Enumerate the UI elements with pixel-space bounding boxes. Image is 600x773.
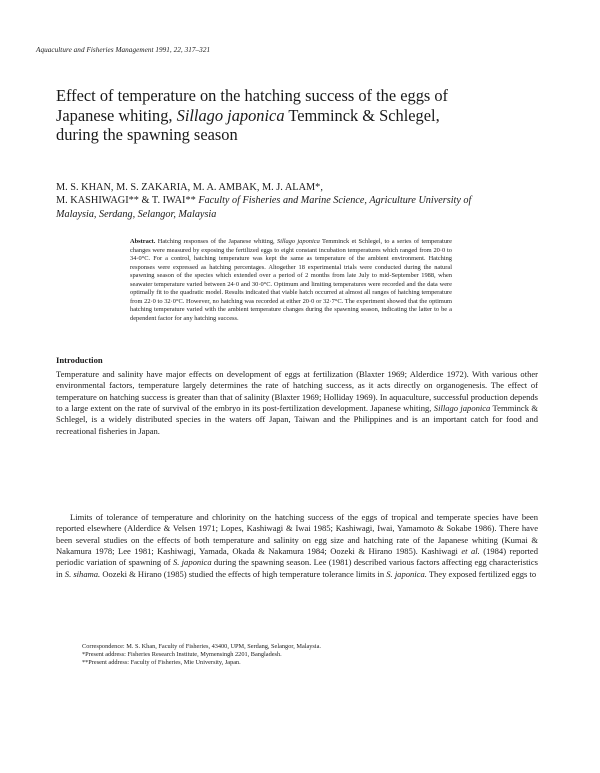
para1-species: Sillago japonica bbox=[433, 403, 491, 414]
abstract bbox=[130, 238, 452, 323]
title-part2: Temminck & Schlegel, during the spawning season bbox=[56, 105, 440, 144]
authors-line1: M. S. KHAN, M. S. ZAKARIA, M. A. AMBAK, M. J. ALAM*, bbox=[56, 182, 323, 193]
footnotes bbox=[82, 643, 502, 667]
footnote-present-address-1: *Present address: Fisheries Research Institute, Mymensingh 2201, Bangladesh. bbox=[82, 650, 282, 658]
affiliation: Faculty of Fisheries and Marine Science, Agriculture University of Malaysia, Serdang, Selangor, Malaysia bbox=[56, 195, 472, 220]
authors-block bbox=[56, 181, 486, 221]
footnote-correspondence: Correspondence: M. S. Khan, Faculty of Fisheries, 43400, UPM, Serdang, Selangor, Malaysia. bbox=[82, 643, 321, 650]
para1-text1: Temperature and salinity have major effects on development of eggs at fertilization (Blaxter 1969; Alderdice 1972). With various other environmental factors, temperature largely determines the rate of hatching success, as it acts directly on organogenesis. The effect of temperature on hatching success is greater than that of salinity (Blaxter 1969; Holliday 1969). In aquaculture, successful production depends to a large extent on the rate of survival of the embryo in its post-fertilization development. Japanese whiting, bbox=[56, 369, 538, 414]
article-title bbox=[56, 86, 476, 145]
footnote-present-address-2: **Present address: Faculty of Fisheries, Mie University, Japan. bbox=[82, 658, 241, 666]
intro-paragraph-2 bbox=[56, 512, 538, 580]
para1-text2: Temminck & Schlegel, is a widely distributed species in the waters off Japan, Taiwan and the Philippines and is an important catch for food and recreational fisheries in Japan. bbox=[56, 403, 538, 436]
journal-header: Aquaculture and Fisheries Management 1991, 22, 317–321 bbox=[36, 46, 211, 54]
para2-species1: S. japonica bbox=[172, 557, 212, 568]
section-heading-introduction: Introduction bbox=[56, 355, 103, 365]
intro-paragraph-1 bbox=[56, 369, 538, 437]
para2-etal: et al. bbox=[461, 546, 480, 557]
para2-text1: Limits of tolerance of temperature and chlorinity on the hatching success of the eggs of tropical and temperate species have been reported elsewhere (Alderdice & Velsen 1971; Lopes, Kashiwagi & Iwai 1985; Kashiwagi, Iwai, Yamamoto & Sokabe 1986). There have been several studies on the effects of both temperature and salinity on egg size and hatching rate of the Japanese whiting (Kumai & Nakamura 1978; Lee 1981; Kashiwagi, Yamada, Okada & Nakamura 1984; Oozeki & Hirano 1985). Kashiwagi bbox=[56, 512, 538, 557]
authors-line2: M. KASHIWAGI** & T. IWAI** bbox=[56, 195, 199, 207]
abstract-species: Sillago japonica bbox=[276, 238, 320, 245]
para2-text5: They exposed fertilized eggs to bbox=[426, 568, 537, 579]
para2-text4: Oozeki & Hirano (1985) studied the effects of high temperature tolerance limits in bbox=[100, 568, 387, 579]
para2-species3: S. japonica. bbox=[386, 568, 427, 579]
title-part1: Effect of temperature on the hatching success of the eggs of Japanese whiting, bbox=[56, 86, 449, 125]
abstract-text1: Hatching responses of the Japanese whiting, bbox=[155, 238, 277, 245]
para2-text3: during the spawning season. Lee (1981) described various factors affecting egg characteristics in bbox=[56, 557, 538, 579]
para2-species2: S. sihama. bbox=[64, 568, 101, 579]
title-species: Sillago japonica bbox=[176, 105, 285, 125]
abstract-text2: Temminck et Schlegel, to a series of temperature changes were measured by exposing the fertilized eggs to eight constant incubation temperatures which ranged from 20·0 to 34·0°C. For a control, hatching temperature was kept the same as temperature of the ambient environment. Hatching responses were expressed as hatching percentages. Altogether 18 experimental trials were conducted during the natural spawning season of the species which extended over a period of 2 months from late July to mid-September 1988, when seawater temperature varied between 24·0 and 30·0°C. Optimum and limiting temperatures were recorded and the data were optimally fit to the quadratic model. Results indicated that viable hatch occurred at almost all ranges of hatching temperature from 22·0 to 32·0°C. However, no hatching was recorded at either 20·0 or 32·7°C. The experiment showed that the optimum hatching temperature varied with the ambient temperature changes during the spawning season, indicating the latter to be a dependent factor for any hatching success. bbox=[130, 238, 452, 322]
para2-text2: (1984) reported periodic variation of spawning of bbox=[56, 546, 538, 568]
abstract-label: Abstract. bbox=[130, 238, 156, 245]
